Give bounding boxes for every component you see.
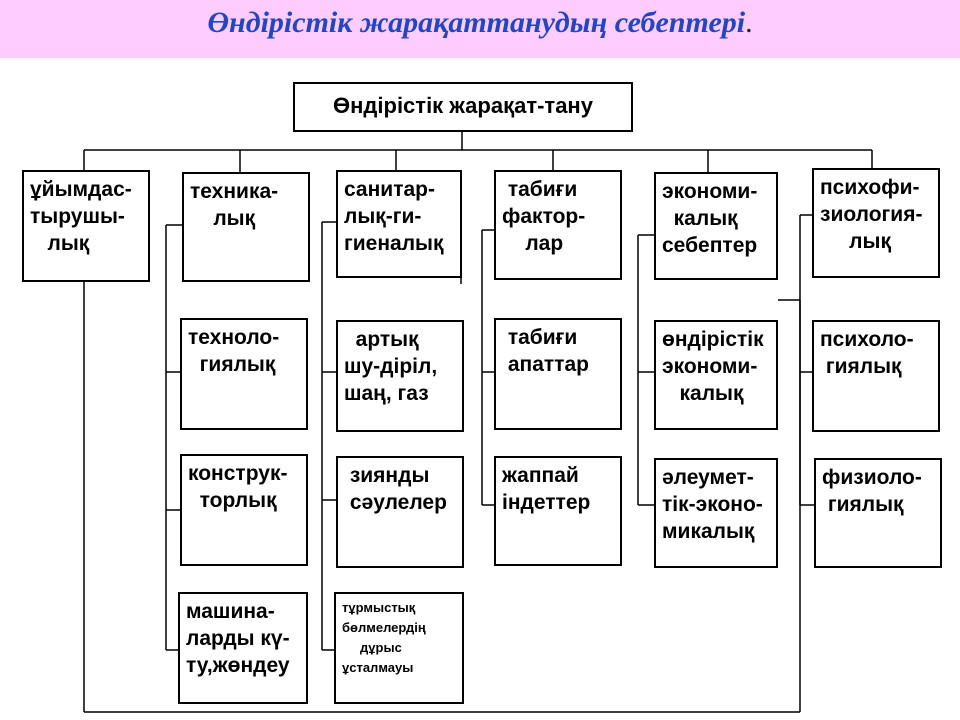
item-technological: техноло- гиялық — [180, 318, 308, 430]
item-psychological: психоло- гиялық — [812, 320, 940, 432]
category-psychophysiological: психофи- зиология- лық — [812, 168, 940, 278]
item-natural-disasters: табиғи апаттар — [494, 318, 622, 430]
item-socio-economic: әлеумет- тік-эконо- микалық — [654, 458, 778, 568]
category-sanitary: санитар- лық-ги- гиеналық — [336, 170, 462, 278]
slide-title-dot: . — [745, 6, 753, 39]
slide-title-text: Өндірістік жарақаттанудың себептері — [207, 6, 746, 39]
item-harmful-radiation: зиянды сәулелер — [336, 456, 464, 568]
item-room-maintenance: тұрмыстық бөлмелердің дұрыс ұсталмауы — [334, 592, 464, 704]
category-technical: техника- лық — [182, 172, 310, 282]
category-organizational: ұйымдас- тырушы- лық — [22, 170, 150, 282]
item-physiological: физиоло- гиялық — [814, 458, 942, 568]
item-machine-maintenance: машина- ларды кү- ту,жөндеу — [178, 592, 308, 704]
item-constructive: конструк- торлық — [180, 454, 308, 566]
category-economic: экономи- калық себептер — [654, 172, 778, 280]
item-noise-vibration: артық шу-діріл, шаң, газ — [336, 320, 464, 432]
item-epidemics: жаппай індеттер — [494, 456, 622, 566]
item-production-economic: өндірістік экономи- калық — [654, 320, 778, 430]
category-natural: табиғи фактор- лар — [494, 170, 622, 280]
root-box: Өндірістік жарақат-тану — [293, 82, 633, 132]
